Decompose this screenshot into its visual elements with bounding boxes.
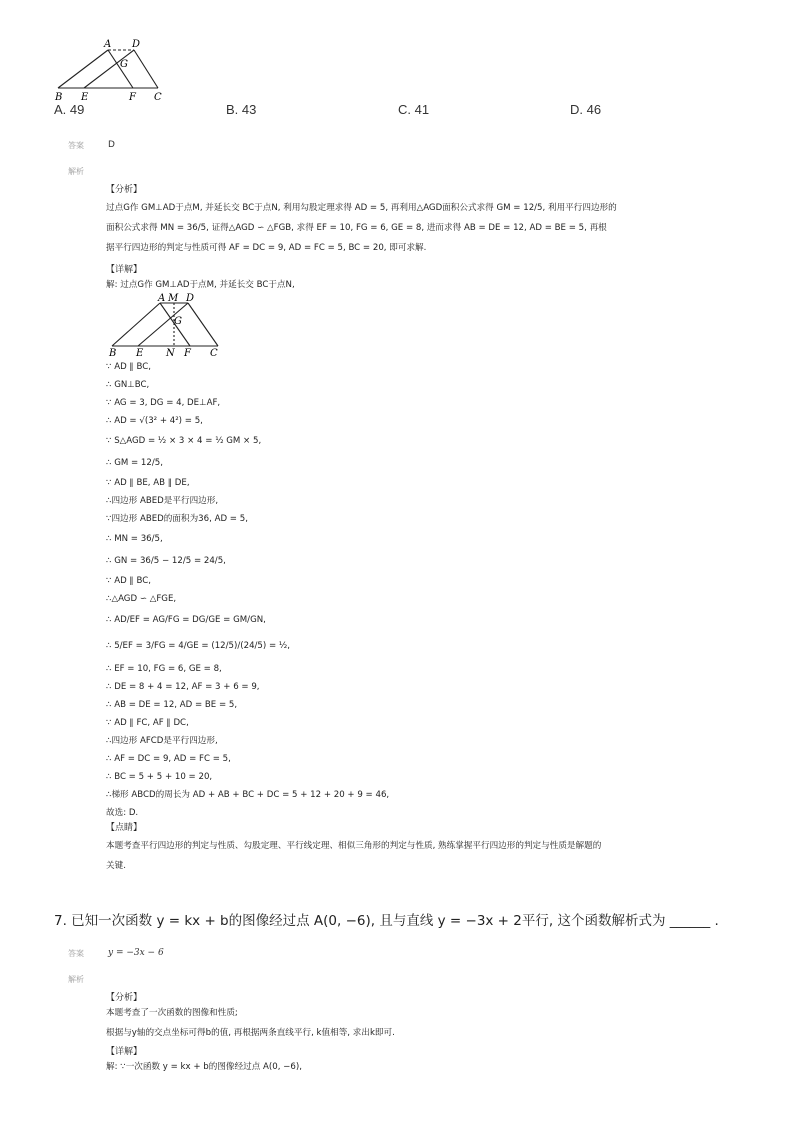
fig1-label-a: A bbox=[104, 39, 112, 50]
step-line: 故选: D. bbox=[106, 808, 139, 818]
comment-line-2: 关键. bbox=[106, 861, 126, 871]
analysis-heading: 【分析】 bbox=[106, 185, 143, 195]
fig1-label-g: G bbox=[120, 59, 128, 70]
question-7-text: 7. 已知一次函数 y = kx + b的图像经过点 A(0, −6), 且与直线 y = −3x + 2平行, 这个函数解析式为 ______ . bbox=[54, 913, 719, 929]
step-line: ∵ AD ∥ BC, bbox=[106, 576, 151, 586]
comment-heading: 【点睛】 bbox=[106, 823, 143, 833]
q7-analysis-line-2: 根据与y轴的交点坐标可得b的值, 再根据两条直线平行, k值相等, 求出k即可. bbox=[106, 1028, 395, 1038]
analysis-line-1: 过点G作 GM⊥AD于点M, 并延长交 BC于点N, 利用勾股定理求得 AD = 5, 再利用△AGD面积公式求得 GM = 12/5, 利用平行四边形的 bbox=[106, 203, 617, 213]
step-line: ∴ AD/EF = AG/FG = DG/GE = GM/GN, bbox=[106, 615, 266, 625]
trapezoid-figure-2 bbox=[104, 292, 228, 358]
step-line: ∵ S△AGD = ½ × 3 × 4 = ½ GM × 5, bbox=[106, 436, 262, 446]
q7-detail-heading: 【详解】 bbox=[106, 1047, 143, 1057]
comment-line-1: 本题考查平行四边形的判定与性质、勾股定理、平行线定理、相似三角形的判定与性质, 熟练掌握平行四边形的判定与性质是解题的 bbox=[106, 841, 602, 851]
option-c: C. 41 bbox=[398, 102, 430, 117]
fig2-label-n: N bbox=[166, 348, 175, 358]
option-b: B. 43 bbox=[226, 102, 257, 117]
q7-detail-line: 解: ∵一次函数 y = kx + b的图像经过点 A(0, −6), bbox=[106, 1062, 302, 1072]
step-line: ∴ GN⊥BC, bbox=[106, 380, 150, 390]
fig1-label-d: D bbox=[132, 39, 141, 50]
fig1-label-c: C bbox=[154, 92, 162, 103]
step-line: ∴ GN = 36/5 − 12/5 = 24/5, bbox=[106, 556, 226, 566]
fig1-label-b: B bbox=[55, 92, 63, 103]
trapezoid-figure-1 bbox=[50, 34, 170, 104]
step-line: ∴ BC = 5 + 5 + 10 = 20, bbox=[106, 772, 213, 782]
analysis-line-2: 面积公式求得 MN = 36/5, 证得△AGD ∽ △FGB, 求得 EF = 10, FG = 6, GE = 8, 进而求得 AB = DE = 12, AD = BE = 5, 再根 bbox=[106, 223, 607, 233]
fig2-label-m: M bbox=[168, 293, 179, 304]
step-line: ∵ AD ∥ BE, AB ∥ DE, bbox=[106, 478, 190, 488]
fig2-label-d: D bbox=[186, 293, 195, 304]
q7-analysis-heading: 【分析】 bbox=[106, 993, 143, 1003]
step-line: ∵ AG = 3, DG = 4, DE⊥AF, bbox=[106, 398, 221, 408]
step-line: ∴四边形 ABED是平行四边形, bbox=[106, 496, 219, 506]
analysis-label: 解析 bbox=[68, 167, 84, 176]
step-line: ∴梯形 ABCD的周长为 AD + AB + BC + DC = 5 + 12 + 20 + 9 = 46, bbox=[106, 790, 390, 800]
step-line: ∴ AB = DE = 12, AD = BE = 5, bbox=[106, 700, 238, 710]
step-line: ∴ 5/EF = 3/FG = 4/GE = (12/5)/(24/5) = ½, bbox=[106, 641, 290, 651]
step-line: ∴ GM = 12/5, bbox=[106, 458, 163, 468]
step-line: ∵ AD ∥ FC, AF ∥ DC, bbox=[106, 718, 189, 728]
fig2-label-f: F bbox=[184, 348, 191, 358]
fig1-label-f: F bbox=[129, 92, 136, 103]
analysis-line-3: 据平行四边形的判定与性质可得 AF = DC = 9, AD = FC = 5, BC = 20, 即可求解. bbox=[106, 243, 427, 253]
q7-analysis-line-1: 本题考查了一次函数的图像和性质; bbox=[106, 1008, 238, 1018]
answer-label: 答案 bbox=[68, 141, 84, 150]
solution-steps bbox=[106, 358, 726, 822]
answer-label: 答案 bbox=[68, 949, 84, 958]
comment-paragraph bbox=[106, 836, 726, 876]
analysis-paragraph bbox=[106, 198, 726, 258]
answer-value: D bbox=[108, 140, 115, 150]
option-a: A. 49 bbox=[54, 102, 85, 117]
detail-heading: 【详解】 bbox=[106, 265, 143, 275]
step-line: ∴ AF = DC = 9, AD = FC = 5, bbox=[106, 754, 231, 764]
option-d: D. 46 bbox=[570, 102, 602, 117]
step-line: ∴ EF = 10, FG = 6, GE = 8, bbox=[106, 664, 222, 674]
fig2-label-a: A bbox=[158, 293, 166, 304]
fig2-label-g: G bbox=[174, 316, 182, 327]
step-line: ∴ DE = 8 + 4 = 12, AF = 3 + 6 = 9, bbox=[106, 682, 260, 692]
fig2-label-e: E bbox=[136, 348, 144, 358]
fig1-label-e: E bbox=[81, 92, 89, 103]
step-line: ∵四边形 ABED的面积为36, AD = 5, bbox=[106, 514, 248, 524]
fig2-label-b: B bbox=[109, 348, 117, 358]
fig2-label-c: C bbox=[210, 348, 218, 358]
step-line: ∴ MN = 36/5, bbox=[106, 534, 163, 544]
q7-answer-value: y = −3x − 6 bbox=[108, 948, 164, 958]
step-line: ∴△AGD ∽ △FGE, bbox=[106, 594, 177, 604]
detail-intro: 解: 过点G作 GM⊥AD于点M, 并延长交 BC于点N, bbox=[106, 280, 295, 290]
analysis-label: 解析 bbox=[68, 975, 84, 984]
step-line: ∴ AD = √(3² + 4²) = 5, bbox=[106, 416, 203, 426]
step-line: ∴四边形 AFCD是平行四边形, bbox=[106, 736, 218, 746]
step-line: ∵ AD ∥ BC, bbox=[106, 362, 151, 372]
